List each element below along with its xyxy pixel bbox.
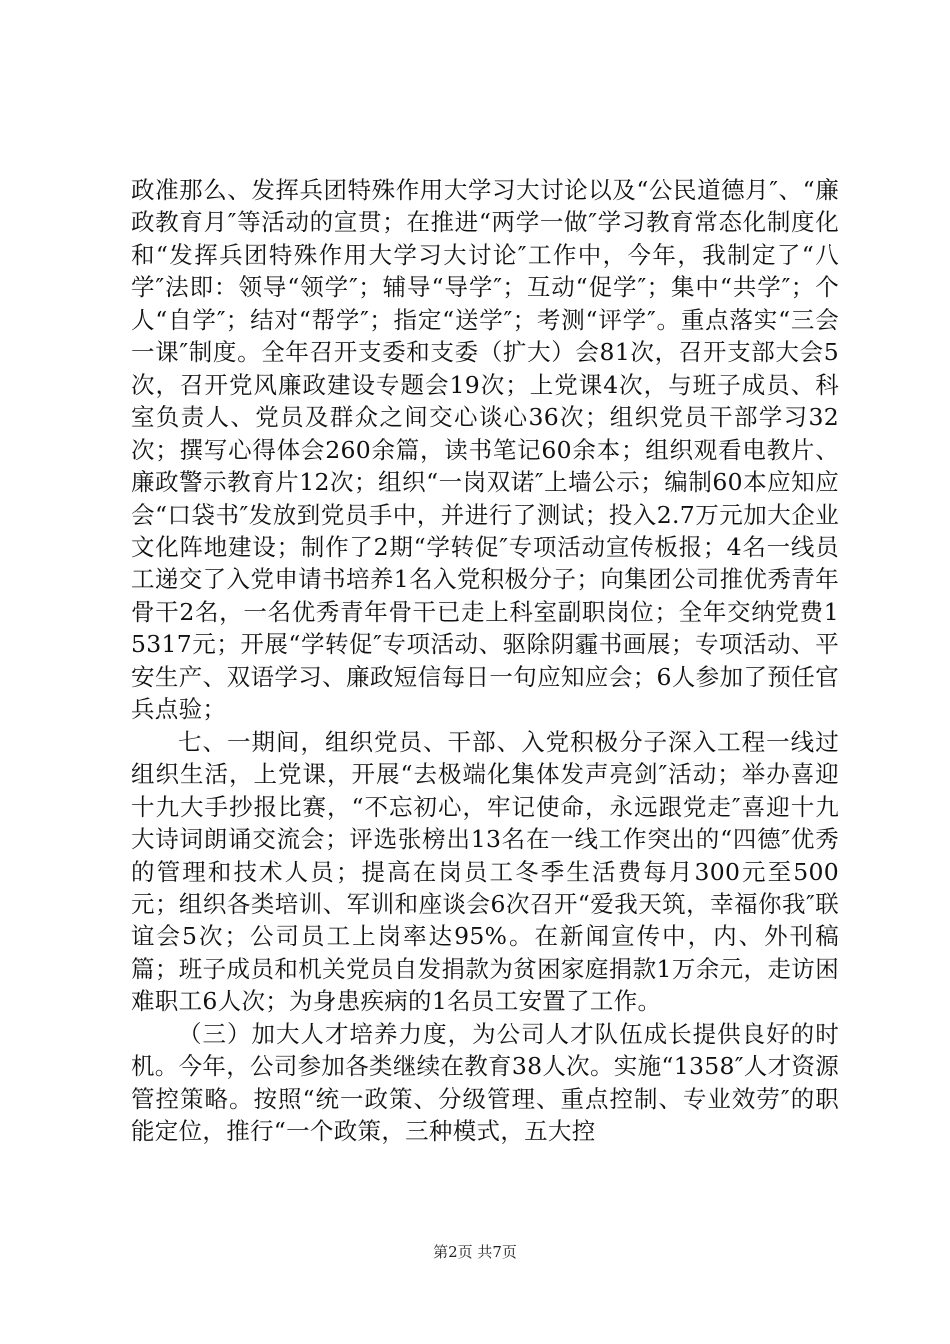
paragraph-3: （三）加大人才培养力度，为公司人才队伍成长提供良好的时机。今年，公司参加各类继续在教育38人次。实施“1358″人才资源管控策略。按照“统一政策、分级管理、重点控制、专业效劳″的职能定位，推行“一个政策，三种模式，五大控 — [131, 1019, 839, 1146]
page-number-footer: 第2页 共7页 — [433, 1243, 517, 1261]
document-body — [131, 174, 839, 1148]
paragraph-2: 七、一期间，组织党员、干部、入党积极分子深入工程一线过组织生活，上党课，开展“去极端化集体发声亮剑″活动；举办喜迎十九大手抄报比赛，“不忘初心，牢记使命，永远跟党走″喜迎十九大诗词朗诵交流会；评选张榜出13名在一线工作突出的“四德″优秀的管理和技术人员；提高在岗员工冬季生活费每月300元至500元；组织各类培训、军训和座谈会6次召开“爱我天筑，幸福你我″联谊会5次；公司员工上岗率达95%。在新闻宣传中，内、外刊稿篇；班子成员和机关党员自发捐款为贫困家庭捐款1万余元，走访困难职工6人次；为身患疾病的1名员工安置了工作。 — [131, 727, 839, 1016]
paragraph-1: 政准那么、发挥兵团特殊作用大学习大讨论以及“公民道德月″、“廉政教育月″等活动的宣贯；在推进“两学一做″学习教育常态化制度化和“发挥兵团特殊作用大学习大讨论″工作中，今年，我制定了“八学″法即：领导“领学″；辅导“导学″；互动“促学″；集中“共学″；个人“自学″；结对“帮学″；指定“送学″；考测“评学″。重点落实“三会一课″制度。全年召开支委和支委（扩大）会81次，召开支部大会5次，召开党风廉政建设专题会19次；上党课4次，与班子成员、科室负责人、党员及群众之间交心谈心36次；组织党员干部学习32次；撰写心得体会260余篇，读书笔记60余本；组织观看电教片、廉政警示教育片12次；组织“一岗双诺″上墙公示；编制60本应知应会“口袋书″发放到党员手中，并进行了测试；投入2.7万元加大企业文化阵地建设；制作了2期“学转促″专项活动宣传板报；4名一线员工递交了入党申请书培养1名入党积极分子；向集团公司推优秀青年骨干2名，一名优秀青年骨干已走上科室副职岗位；全年交纳党费15317元；开展“学转促″专项活动、驱除阴霾书画展；专项活动、平安生产、双语学习、廉政短信每日一句应知应会；6人参加了预任官兵点验； — [131, 176, 839, 724]
